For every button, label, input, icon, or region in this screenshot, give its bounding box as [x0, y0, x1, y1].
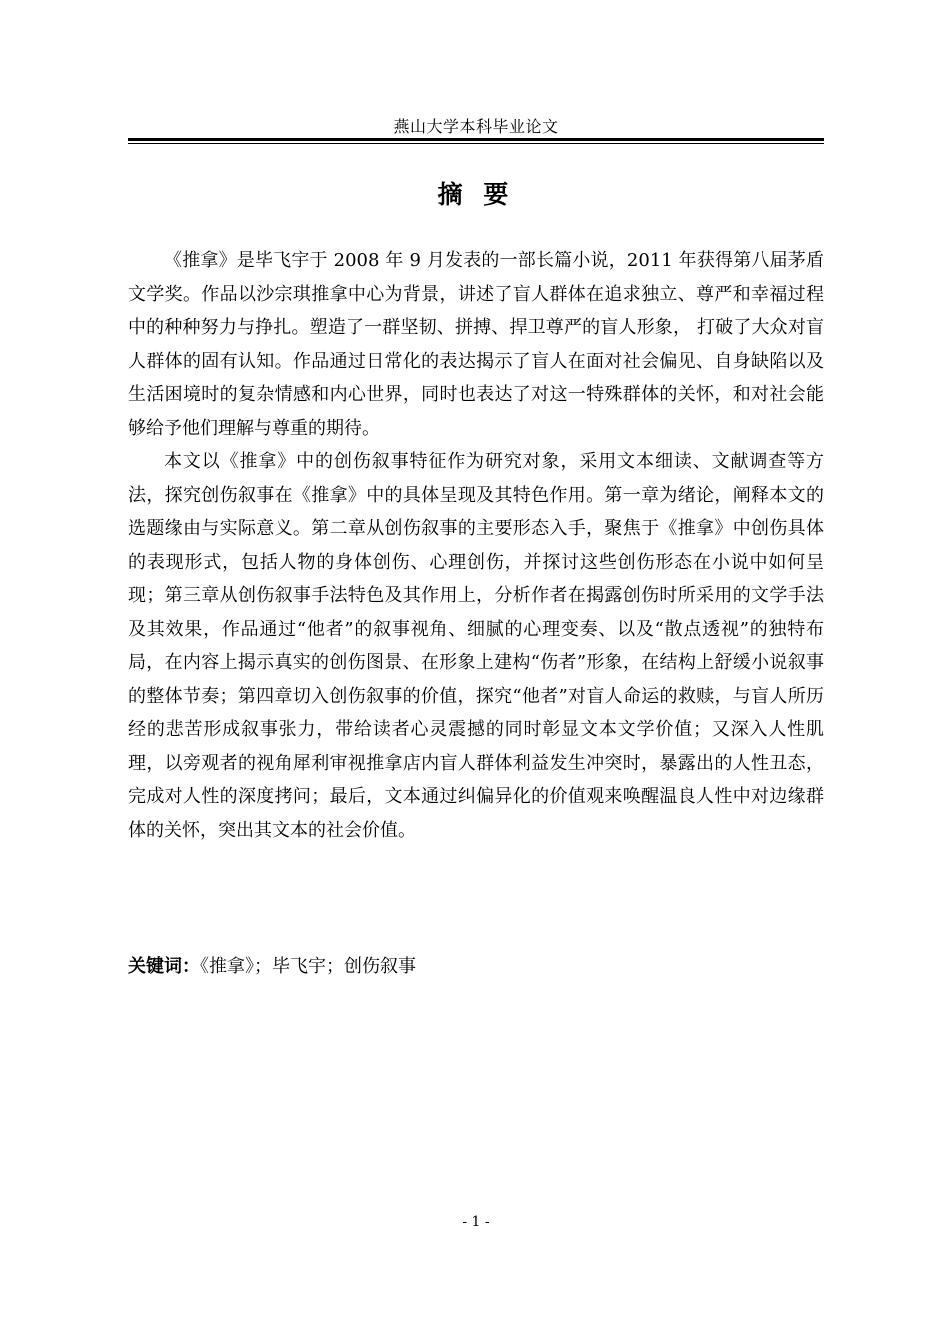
running-header-title: 燕山大学本科毕业论文 [393, 117, 559, 136]
header-rule-thin [128, 143, 824, 144]
header-rule-thick [128, 138, 824, 141]
abstract-paragraph-2: 本文以《推拿》中的创伤叙事特征作为研究对象，采用文本细读、文献调查等方法，探究创伤叙事在《推拿》中的具体呈现及其特色作用。第一章为绪论，阐释本文的选题缘由与实际意义。第二章从创伤叙事的主要形态入手，聚焦于《推拿》中创伤具体的表现形式，包括人物的身体创伤、心理创伤，并探讨这些创伤形态在小说中如何呈现；第三章从创伤叙事手法特色及其作用上，分析作者在揭露创伤时所采用的文学手法及其效果，作品通过“他者”的叙事视角、细腻的心理变奏、以及“散点透视”的独特布局，在内容上揭示真实的创伤图景、在形象上建构“伤者”形象，在结构上舒缓小说叙事的整体节奏；第四章切入创伤叙事的价值，探究“他者”对盲人命运的救赎，与盲人所历经的悲苦形成叙事张力，带给读者心灵震撼的同时彰显文本文学价值；又深入人性肌理，以旁观者的视角犀利审视推拿店内盲人群体利益发生冲突时，暴露出的人性丑态，完成对人性的深度拷问；最后，文本通过纠偏异化的价值观来唤醒温良人性中对边缘群体的关怀，突出其文本的社会价值。 [128, 451, 824, 841]
keywords-text: 《推拿》；毕飞宇；创伤叙事 [200, 956, 416, 977]
abstract-body [128, 244, 824, 847]
abstract-heading: 摘 要 [437, 180, 515, 209]
page-number: - 1 - [462, 1214, 490, 1230]
keywords-label: 关键词： [128, 956, 200, 977]
abstract-paragraph-1: 《推拿》是毕飞宇于 2008 年 9 月发表的一部长篇小说，2011 年获得第八届茅盾文学奖。作品以沙宗琪推拿中心为背景，讲述了盲人群体在追求独立、尊严和幸福过程中的种种努力与挣扎。塑造了一群坚韧、拼搏、捍卫尊严的盲人形象， 打破了大众对盲人群体的固有认知。作品通过日常化的表达揭示了盲人在面对社会偏见、自身缺陷以及生活困境时的复杂情感和内心世界，同时也表达了对这一特殊群体的关怀，和对社会能够给予他们理解与尊重的期待。 [128, 250, 824, 439]
keywords-line [128, 952, 824, 982]
